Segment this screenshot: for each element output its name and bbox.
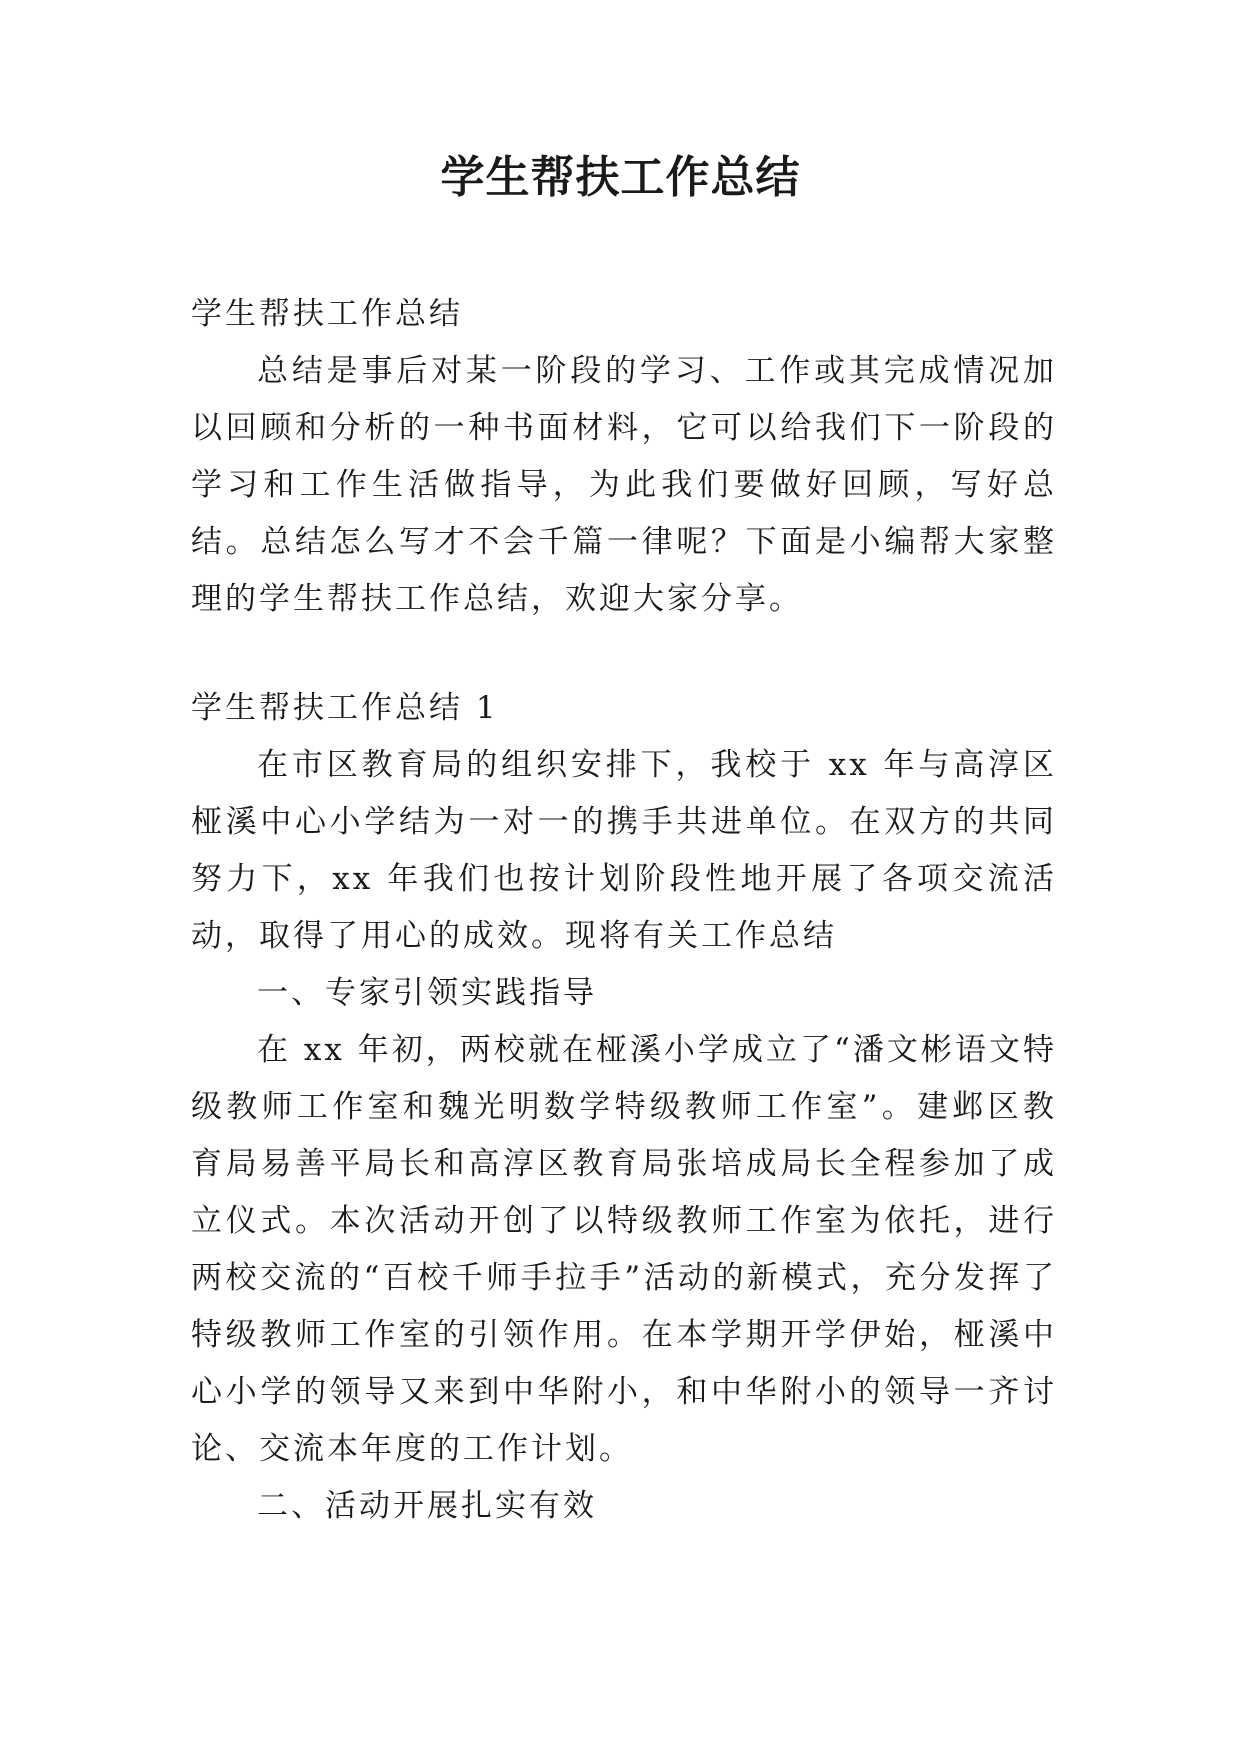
intro-paragraph: 总结是事后对某一阶段的学习、工作或其完成情况加以回顾和分析的一种书面材料，它可以给我们下一阶段的学习和工作生活做指导，为此我们要做好回顾，写好总结。总结怎么写才不会千篇一律呢？下面是小编帮大家整理的学生帮扶工作总结，欢迎大家分享。 [191,353,1057,617]
subsection-1-paragraph: 在 xx 年初，两校就在桠溪小学成立了“潘文彬语文特级教师工作室和魏光明数学特级教师工作室”。建邺区教育局易善平局长和高淳区教育局张培成局长全程参加了成立仪式。本次活动开创了以特级教师工作室为依托，进行两校交流的“百校千师手拉手”活动的新模式，充分发挥了特级教师工作室的引领作用。在本学期开学伊始，桠溪中心小学的领导又来到中华附小，和中华附小的领导一齐讨论、交流本年度的工作计划。 [191,1032,1057,1467]
document-body [191,286,1057,1535]
paragraph-spacer [191,628,1057,680]
subsection-2-heading: 二、活动开展扎实有效 [257,1488,597,1524]
subsection-1-heading: 一、专家引领实践指导 [257,975,597,1011]
section-1-heading: 学生帮扶工作总结 1 [191,690,499,726]
intro-heading: 学生帮扶工作总结 [191,296,463,332]
section-1-paragraph: 在市区教育局的组织安排下，我校于 xx 年与高淳区桠溪中心小学结为一对一的携手共进单位。在双方的共同努力下，xx 年我们也按计划阶段性地开展了各项交流活动，取得了用心的成效。现将有关工作总结 [191,747,1057,954]
document-title: 学生帮扶工作总结 [440,152,801,203]
